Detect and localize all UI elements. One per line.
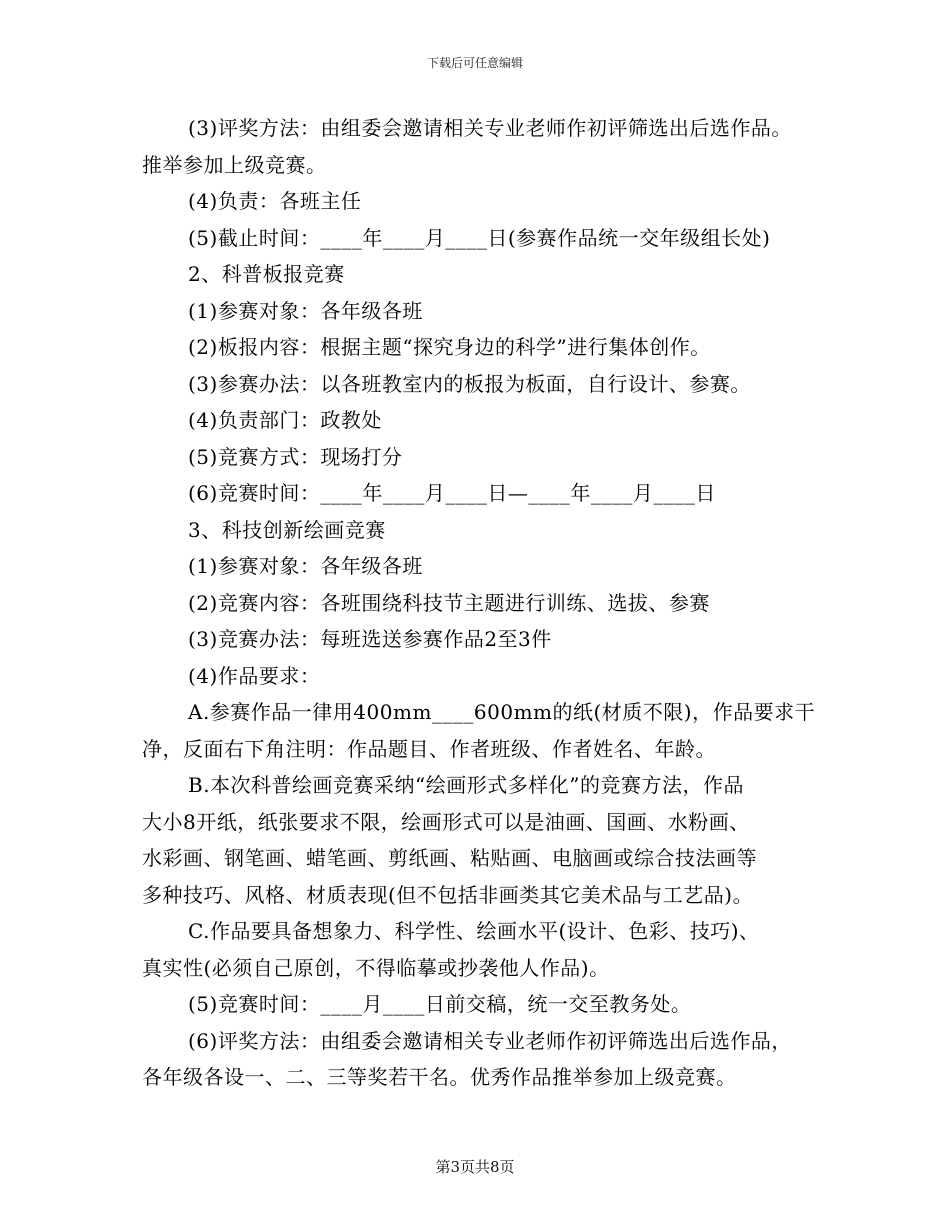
paragraph-line: (2)竞赛内容：各班围绕科技节主题进行训练、选拔、参赛: [188, 590, 710, 615]
paragraph-line: 大小8开纸，纸张要求不限，绘画形式可以是油画、国画、水粉画、: [142, 809, 750, 834]
paragraph-line: (4)作品要求：: [188, 663, 321, 688]
paragraph-line: (1)参赛对象：各年级各班: [188, 554, 423, 578]
paragraph-line: 净，反面右下角注明：作品题目、作者班级、作者姓名、年龄。: [142, 736, 716, 761]
page-header: 下载后可任意编辑: [426, 56, 523, 70]
paragraph-line: 各年级各设一、二、三等奖若干名。优秀作品推举参加上级竞赛。: [142, 1065, 737, 1089]
paragraph-line: (4)负责部门：政教处: [188, 408, 382, 432]
paragraph-line: (3)参赛办法：以各班教室内的板报为板面，自行设计、参赛。: [188, 371, 751, 396]
document-body: [142, 110, 822, 1096]
paragraph-line: 3、科技创新绘画竞赛: [188, 517, 386, 542]
paragraph-line: (6)竞赛时间：____年____月____日—____年____月____日: [188, 481, 716, 505]
paragraph-line: C.作品要具备想象力、科学性、绘画水平(设计、色彩、技巧)、: [188, 919, 760, 943]
paragraph-line: (5)截止时间：____年____月____日(参赛作品统一交年级组长处): [188, 225, 771, 250]
paragraph-line: 多种技巧、风格、材质表现(但不包括非画类其它美术品与工艺品)。: [142, 882, 754, 907]
paragraph-line: (5)竞赛时间：____月____日前交稿，统一交至教务处。: [188, 992, 692, 1016]
paragraph-line: (3)评奖方法：由组委会邀请相关专业老师作初评筛选出后选作品。: [188, 116, 792, 140]
paragraph-line: 2、科普板报竞赛: [188, 262, 345, 286]
page-footer: 第3页共8页: [435, 1158, 515, 1176]
paragraph-line: 推举参加上级竞赛。: [142, 152, 327, 177]
paragraph-line: (4)负责：各班主任: [188, 189, 362, 213]
paragraph-line: (1)参赛对象：各年级各班: [188, 298, 423, 323]
paragraph-line: 真实性(必须自己原创，不得临摹或抄袭他人作品)。: [142, 955, 610, 980]
paragraph-line: (3)竞赛办法：每班选送参赛作品2至3件: [188, 627, 552, 651]
paragraph-line: (6)评奖方法：由组委会邀请相关专业老师作初评筛选出后选作品，: [188, 1028, 792, 1053]
paragraph-line: B.本次科普绘画竞赛采纳“绘画形式多样化”的竞赛方法，作品: [188, 773, 745, 797]
paragraph-line: A.参赛作品一律用400mm____600mm的纸(材质不限)，作品要求干: [188, 700, 816, 724]
paragraph-line: 水彩画、钢笔画、蜡笔画、剪纸画、粘贴画、电脑画或综合技法画等: [142, 846, 757, 870]
paragraph-line: (2)板报内容：根据主题“探究身边的科学”进行集体创作。: [188, 335, 711, 359]
paragraph-line: (5)竞赛方式：现场打分: [188, 444, 403, 469]
